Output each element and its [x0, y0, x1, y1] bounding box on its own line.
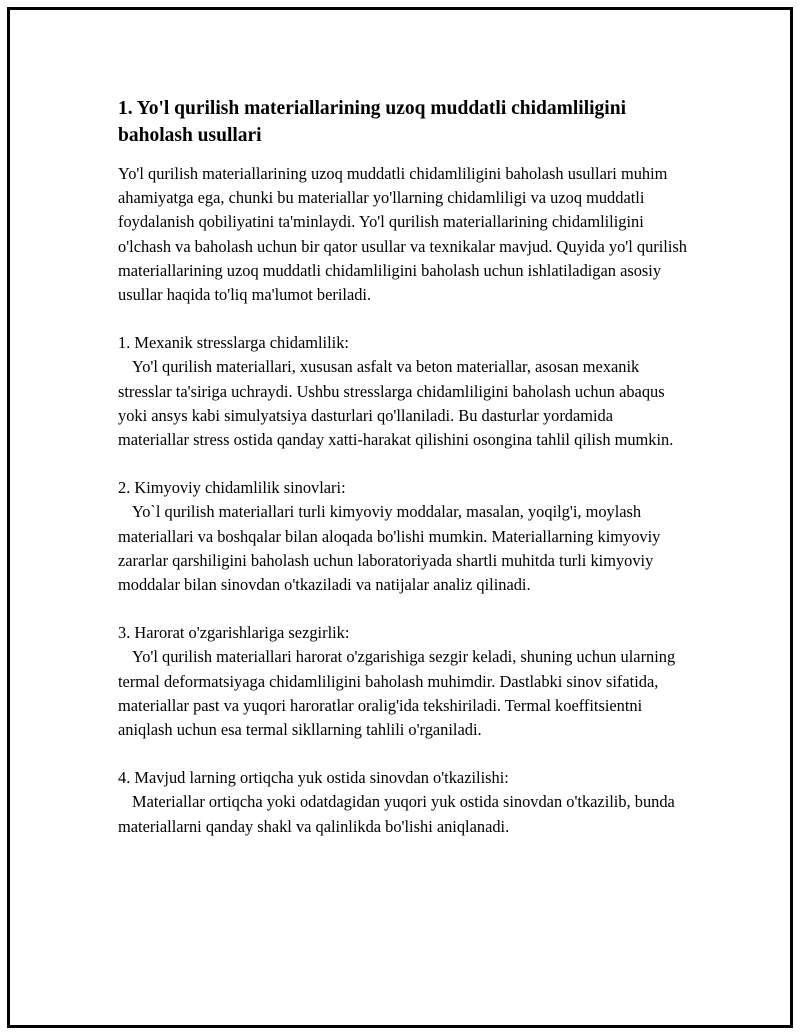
section-body: Materiallar ortiqcha yoki odatdagidan yuqori yuk ostida sinovdan o'tkazilib, bunda materiallarni qanday shakl va qalinlikda bo'lishi aniqlanadi.	[118, 792, 675, 836]
section-body: Yo'l qurilish materiallari, xususan asfalt va beton materiallar, asosan mexanik stresslar ta'siriga uchraydi. Ushbu stresslarga chidamliligini baholash uchun abaqus yoki ansys kabi simulyatsiya dasturlari qo'llaniladi. Bu dasturlar yordamida materiallar stress ostida qanday xatti-harakat qilishini osongina tahlil qilish mumkin.	[118, 357, 674, 450]
section-title: 4. Mavjud larning ortiqcha yuk ostida sinovdan o'tkazilishi:	[118, 768, 509, 788]
section-chemical-resistance	[118, 476, 688, 597]
section-title: 1. Mexanik stresslarga chidamlilik:	[118, 333, 349, 353]
document-heading: 1. Yo'l qurilish materiallarining uzoq muddatli chidamliligini baholash usullari	[118, 98, 626, 146]
intro-paragraph: Yo'l qurilish materiallarining uzoq muddatli chidamliligini baholash usullari muhim ahamiyatga ega, chunki bu materiallar yo'llarning chidamliligi va uzoq muddatli foydalanish qobiliyatini ta'minlaydi. Yo'l qurilish materiallarining chidamliligini o'lchash va baholash uchun bir qator usullar va texnikalar mavjud. Quyida yo'l qurilish materiallarining uzoq muddatli chidamliligini baholash uchun ishlatiladigan asosiy usullar haqida to'liq ma'lumot beriladi.	[118, 164, 687, 305]
section-mechanical-stress	[118, 331, 688, 452]
section-overload-testing	[118, 766, 688, 839]
section-title: 2. Kimyoviy chidamlilik sinovlari:	[118, 478, 346, 498]
document-body	[118, 95, 688, 839]
section-body: Yo`l qurilish materiallari turli kimyoviy moddalar, masalan, yoqilg'i, moylash materiallari va boshqalar bilan aloqada bo'lishi mumkin. Materiallarning kimyoviy zararlar qarshiligini baholash uchun laboratoriyada shartli muhitda turli kimyoviy moddalar bilan sinovdan o'tkaziladi va natijalar analiz qilinadi.	[118, 502, 661, 595]
section-temperature-sensitivity	[118, 621, 688, 742]
section-title: 3. Harorat o'zgarishlariga sezgirlik:	[118, 623, 350, 643]
section-body: Yo'l qurilish materiallari harorat o'zgarishiga sezgir keladi, shuning uchun ularning termal deformatsiyaga chidamliligini baholash muhimdir. Dastlabki sinov sifatida, materiallar past va yuqori haroratlar oralig'ida tekshiriladi. Termal koeffitsientni aniqlash uchun esa termal sikllarning tahlili o'rganiladi.	[118, 647, 676, 740]
